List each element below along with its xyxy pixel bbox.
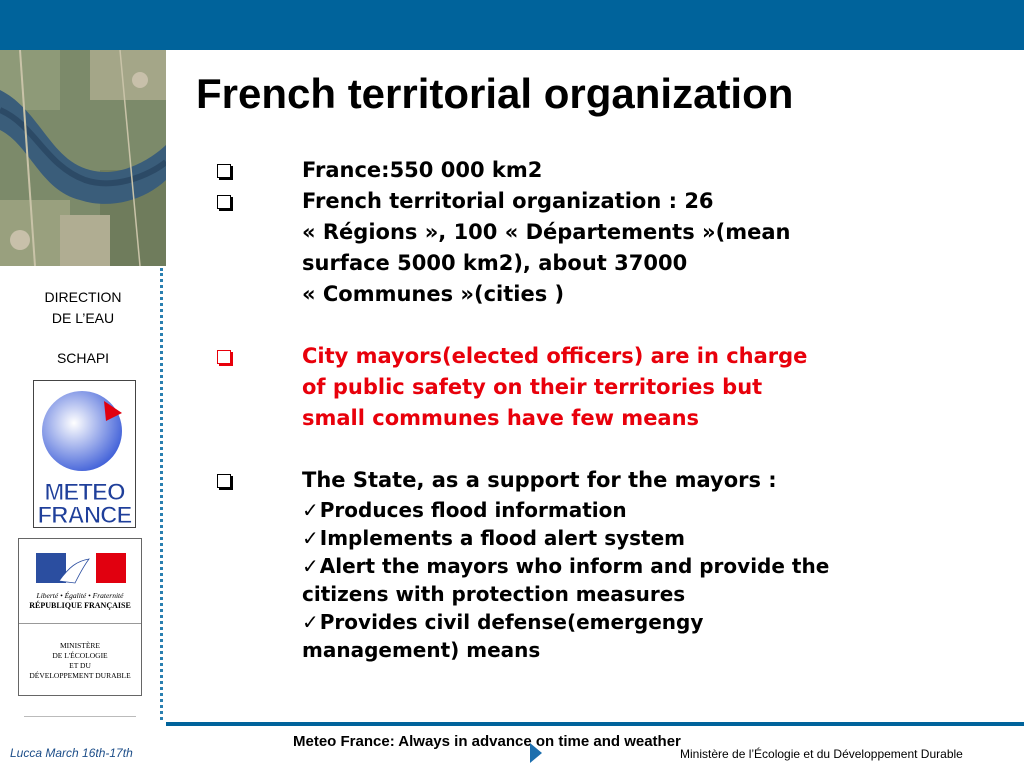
bullet-item xyxy=(212,465,1002,496)
ministry-line-2: DE L'ÉCOLOGIE xyxy=(52,651,108,660)
sidebar-separator xyxy=(160,268,163,720)
republique-francaise-logo xyxy=(18,538,142,696)
check-item: ✓Implements a flood alert system xyxy=(302,526,686,550)
header-bar xyxy=(0,0,1024,50)
checkmark-icon: ✓ xyxy=(302,554,319,578)
french-flag-icon xyxy=(19,539,143,589)
direction-label-line2: DE L’EAU xyxy=(51,310,115,326)
bullet-text: French territorial organization : 26 « Régions », 100 « Départements »(mean surface 5000 km2), about 37000 « Communes »(cities ) xyxy=(302,189,791,306)
footer-tagline: Meteo France: Always in advance on time and weather xyxy=(293,733,681,750)
meteo-france-logo xyxy=(33,380,136,528)
ministry-line-1: MINISTÈRE xyxy=(60,641,100,650)
bullet-item-highlight xyxy=(212,341,1002,434)
footer-rule xyxy=(166,722,1024,726)
sidebar-bottom-rule xyxy=(24,716,136,717)
bullet-item xyxy=(212,155,1002,186)
republique-motto: Liberté • Égalité • Fraternité xyxy=(36,591,124,600)
square-bullet-icon xyxy=(212,155,302,186)
bullet-text: France:550 000 km2 xyxy=(302,158,543,182)
footer-ministry: Ministère de l’Écologie et du Développement Durable xyxy=(680,747,963,761)
checkmark-icon: ✓ xyxy=(302,526,319,550)
bullet-text: City mayors(elected officers) are in charge of public safety on their territories but small communes have few means xyxy=(302,344,808,430)
republique-name: RÉPUBLIQUE FRANÇAISE xyxy=(29,601,131,610)
direction-label-line1: DIRECTION xyxy=(44,289,122,305)
logo-divider xyxy=(19,623,141,624)
bullet-text: The State, as a support for the mayors : xyxy=(302,468,777,492)
bullet-item xyxy=(212,186,1002,310)
checkmark-icon: ✓ xyxy=(302,498,319,522)
ministry-line-3: ET DU xyxy=(69,661,91,670)
square-bullet-icon xyxy=(212,186,302,310)
footer-event-date: Lucca March 16th-17th xyxy=(10,746,133,760)
checkmark-icon: ✓ xyxy=(302,610,319,634)
slide-title: French territorial organization xyxy=(196,70,794,117)
satellite-river-image xyxy=(0,50,166,266)
check-item: ✓Provides civil defense(emergengy management) means xyxy=(302,610,704,662)
ministry-line-4: DÉVELOPPEMENT DURABLE xyxy=(29,671,131,680)
square-bullet-icon xyxy=(212,465,302,496)
slide-body xyxy=(212,155,1002,664)
schapi-label: SCHAPI xyxy=(56,350,110,366)
meteo-logo-word-2: FRANCE xyxy=(37,502,132,528)
check-list xyxy=(302,496,1002,664)
square-bullet-icon xyxy=(212,341,302,434)
play-arrow-icon xyxy=(530,743,542,763)
check-item: ✓Produces flood information xyxy=(302,498,627,522)
meteo-logo-word-1: METEO xyxy=(44,479,125,506)
check-item: ✓Alert the mayors who inform and provide the citizens with protection measures xyxy=(302,554,830,606)
